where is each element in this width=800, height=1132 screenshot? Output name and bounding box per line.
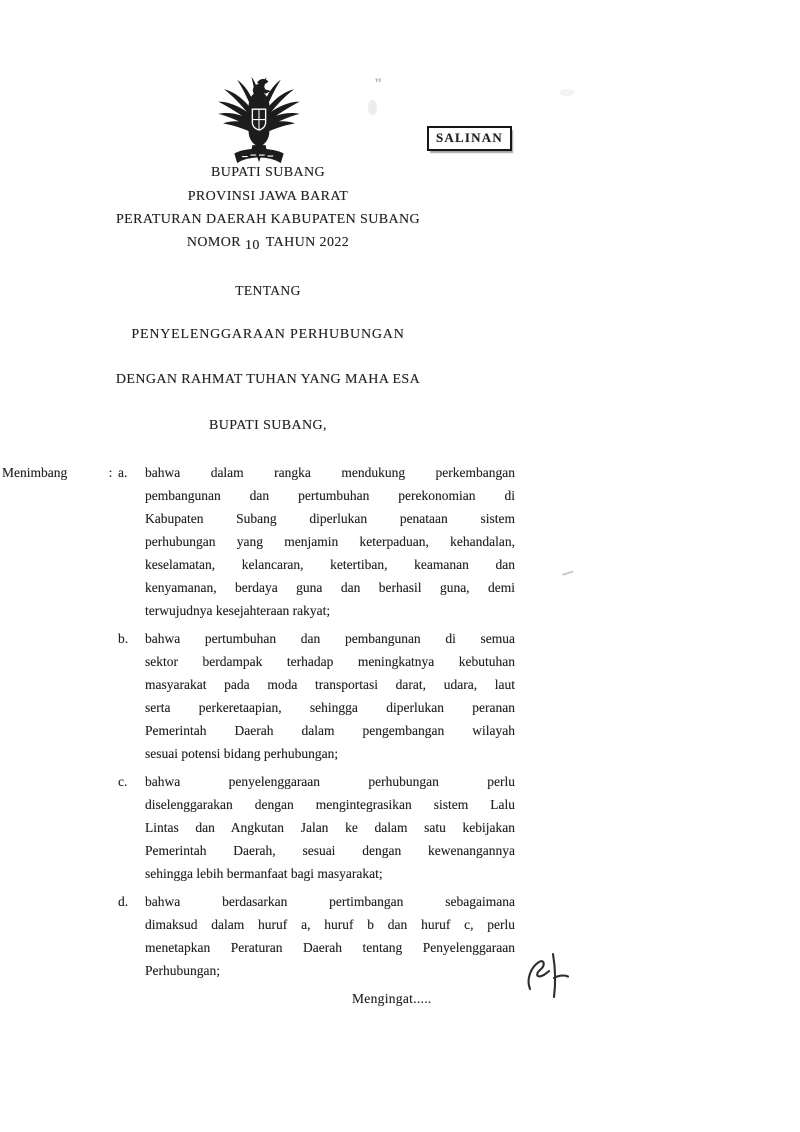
consideration-line: sesuai potensi bidang perhubungan;: [145, 746, 339, 761]
about-label: TENTANG: [235, 283, 301, 298]
consideration-line: diselenggarakan dengan mengintegrasikan sistem Lalu: [145, 797, 515, 812]
signatory-line: BUPATI SUBANG,: [209, 418, 327, 433]
garuda-emblem-icon: [211, 76, 307, 166]
consideration-line: Kabupaten Subang diperlukan penataan sistem: [145, 511, 515, 526]
consideration-line: Lintas dan Angkutan Jalan ke dalam satu kebijakan: [145, 820, 515, 835]
regulation-title: PERATURAN DAERAH KABUPATEN SUBANG: [116, 212, 420, 227]
consideration-line: pembangunan dan pertumbuhan perekonomian di: [145, 488, 515, 503]
consideration-item-a: [118, 461, 515, 622]
consideration-line: Pemerintah Daerah dalam pengembangan wilayah: [145, 723, 515, 738]
consideration-line: dimaksud dalam huruf a, huruf b dan huruf c, perlu: [145, 917, 515, 932]
item-text: [145, 770, 515, 885]
consideration-line: serta perkeretaapian, sehingga diperlukan peranan: [145, 700, 515, 715]
regulation-subject: PENYELENGGARAAN PERHUBUNGAN: [131, 327, 405, 342]
considerations-section: [2, 461, 515, 987]
item-text: [145, 627, 515, 765]
province-line: PROVINSI JAWA BARAT: [187, 189, 349, 204]
authority-title: BUPATI SUBANG: [211, 165, 325, 180]
consideration-item-b: [118, 627, 515, 765]
scan-artifact: ": [374, 76, 384, 92]
consideration-line: sehingga lebih bermanfaat bagi masyarakat;: [145, 866, 383, 881]
consideration-line: bahwa penyelenggaraan perhubungan perlu: [145, 774, 515, 789]
item-marker: c.: [118, 774, 128, 789]
scan-artifact: [560, 89, 574, 96]
number-label: NOMOR: [186, 235, 241, 250]
catchword-mengingat: Mengingat.....: [352, 991, 432, 1006]
invocation-line: DENGAN RAHMAT TUHAN YANG MAHA ESA: [115, 372, 421, 387]
item-marker: d.: [118, 894, 129, 909]
item-text: [145, 890, 515, 982]
year-value: TAHUN 2022: [265, 235, 350, 250]
consideration-line: bahwa berdasarkan pertimbangan sebagaimana: [145, 894, 515, 909]
item-text: [145, 461, 515, 622]
garuda-emblem: [211, 76, 307, 166]
salinan-copy-stamp: SALINAN: [427, 126, 512, 151]
considerations-list: [118, 461, 515, 987]
consideration-line: menetapkan Peraturan Daerah tentang Penyelenggaraan: [145, 940, 515, 955]
consideration-line: bahwa pertumbuhan dan pembangunan di semua: [145, 631, 515, 646]
considerations-label: Menimbang: [2, 465, 68, 480]
consideration-line: masyarakat pada moda transportasi darat, udara, laut: [145, 677, 515, 692]
consideration-line: Pemerintah Daerah, sesuai dengan kewenangannya: [145, 843, 515, 858]
consideration-item-c: [118, 770, 515, 885]
scan-artifact: [562, 570, 574, 579]
consideration-line: terwujudnya kesejahteraan rakyat;: [145, 603, 331, 618]
consideration-line: kenyamanan, berdaya guna dan berhasil guna, demi: [145, 580, 515, 595]
number-value: 10: [244, 237, 260, 253]
consideration-item-d: [118, 890, 515, 982]
handwritten-initials-mark: [518, 948, 570, 1004]
item-marker: a.: [118, 465, 128, 480]
consideration-line: Perhubungan;: [145, 963, 220, 978]
regulation-number-line: [0, 235, 536, 251]
considerations-colon: :: [108, 465, 113, 480]
scan-artifact: [368, 100, 377, 115]
consideration-line: sektor berdampak terhadap meningkatnya kebutuhan: [145, 654, 515, 669]
consideration-line: perhubungan yang menjamin keterpaduan, kehandalan,: [145, 534, 515, 549]
paraf-scribble-icon: [518, 948, 570, 1004]
item-marker: b.: [118, 631, 129, 646]
consideration-line: bahwa dalam rangka mendukung perkembangan: [145, 465, 515, 480]
consideration-line: keselamatan, kelancaran, ketertiban, keamanan dan: [145, 557, 515, 572]
